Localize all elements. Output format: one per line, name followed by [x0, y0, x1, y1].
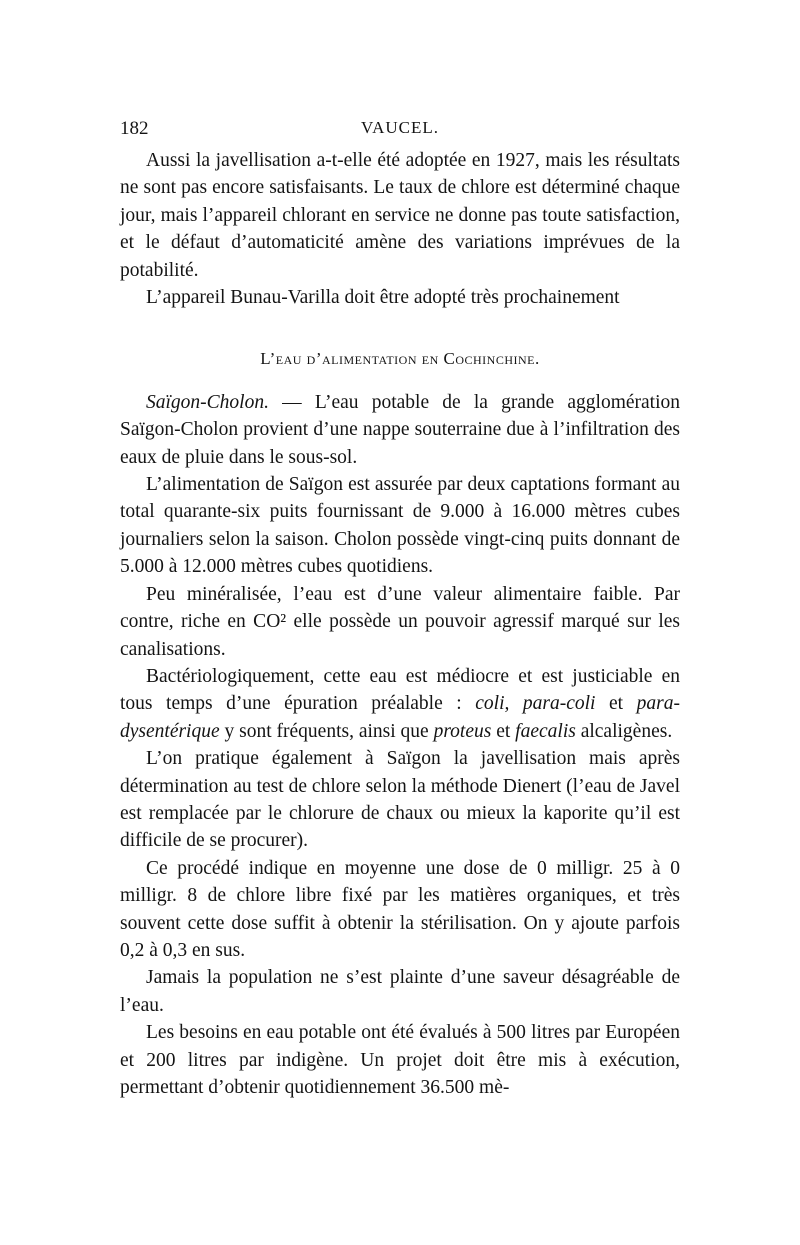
paragraph-text: alcaligènes. [575, 720, 673, 742]
term-faecalis: faecalis [515, 720, 576, 742]
paragraph: Jamais la population ne s’est plainte d’une saveur désagréable de l’eau. [120, 967, 680, 1016]
paragraph-text: — L’eau potable de la grande agglomération Saïgon-Cholon provient d’une nappe souterraine due à l’infiltration des eaux de pluie dans le sous-sol. [120, 391, 680, 468]
page-header [120, 118, 680, 144]
paragraph: L’appareil Bunau-Varilla doit être adopté très prochainement [146, 287, 620, 309]
paragraph-text: Bactériologiquement, cette eau est médiocre et est justiciable en tous temps d’une épuration préalable : [120, 665, 680, 715]
paragraph: Les besoins en eau potable ont été évalués à 500 litres par Européen et 200 litres par indigène. Un projet doit être mis à exécution, permettant d’obtenir quotidiennement 36.500 mè- [120, 1022, 680, 1098]
term-coli: coli, para-coli [475, 693, 596, 715]
paragraph-text: et [595, 693, 637, 715]
paragraph: Aussi la javellisation a-t-elle été adoptée en 1927, mais les résultats ne sont pas encore satisfaisants. Le taux de chlore est déterminé chaque jour, mais l’appareil chlorant en service ne donne pas toute satisfaction, et le défaut d’automaticité amène des variations imprévues de la potabilité. [120, 150, 680, 281]
term-para-dysenteric: para-dysentérique [120, 693, 680, 742]
paragraph: L’alimentation de Saïgon est assurée par deux captations formant au total quarante-six puits fournissant de 9.000 à 16.000 mètres cubes journaliers selon la saison. Cholon possède vingt-cinq puits donnant de 5.000 à 12.000 mètres cubes quotidiens. [120, 474, 680, 578]
page-body [120, 147, 680, 1101]
paragraph-text: y sont fréquents, ainsi que [219, 720, 434, 742]
paragraph-saigon [120, 389, 680, 471]
subsection-heading: Saïgon-Cholon. [146, 391, 269, 413]
term-proteus: proteus [433, 720, 492, 742]
paragraph-bacteriology [120, 663, 680, 745]
paragraph: L’on pratique également à Saïgon la javellisation mais après détermination au test de chlore selon la méthode Dienert (l’eau de Javel est remplacée par le chlorure de chaux ou mieux la kaporite qu’il est difficile de se procurer). [120, 748, 680, 852]
paragraph: Peu minéralisée, l’eau est d’une valeur alimentaire faible. Par contre, riche en CO² elle possède un pouvoir agressif marqué sur les canalisations. [120, 583, 680, 660]
paragraph-text: et [491, 720, 516, 742]
paragraph: Ce procédé indique en moyenne une dose de 0 milligr. 25 à 0 milligr. 8 de chlore libre fixé par les matières organiques, et très souvent cette dose suffit à obtenir la stérilisation. On y ajoute parfois 0,2 à 0,3 en sus. [120, 857, 680, 961]
page-number: 182 [120, 118, 149, 139]
running-title: VAUCEL. [361, 118, 439, 137]
section-title: L’eau d’alimentation en Cochinchine. [260, 349, 540, 369]
